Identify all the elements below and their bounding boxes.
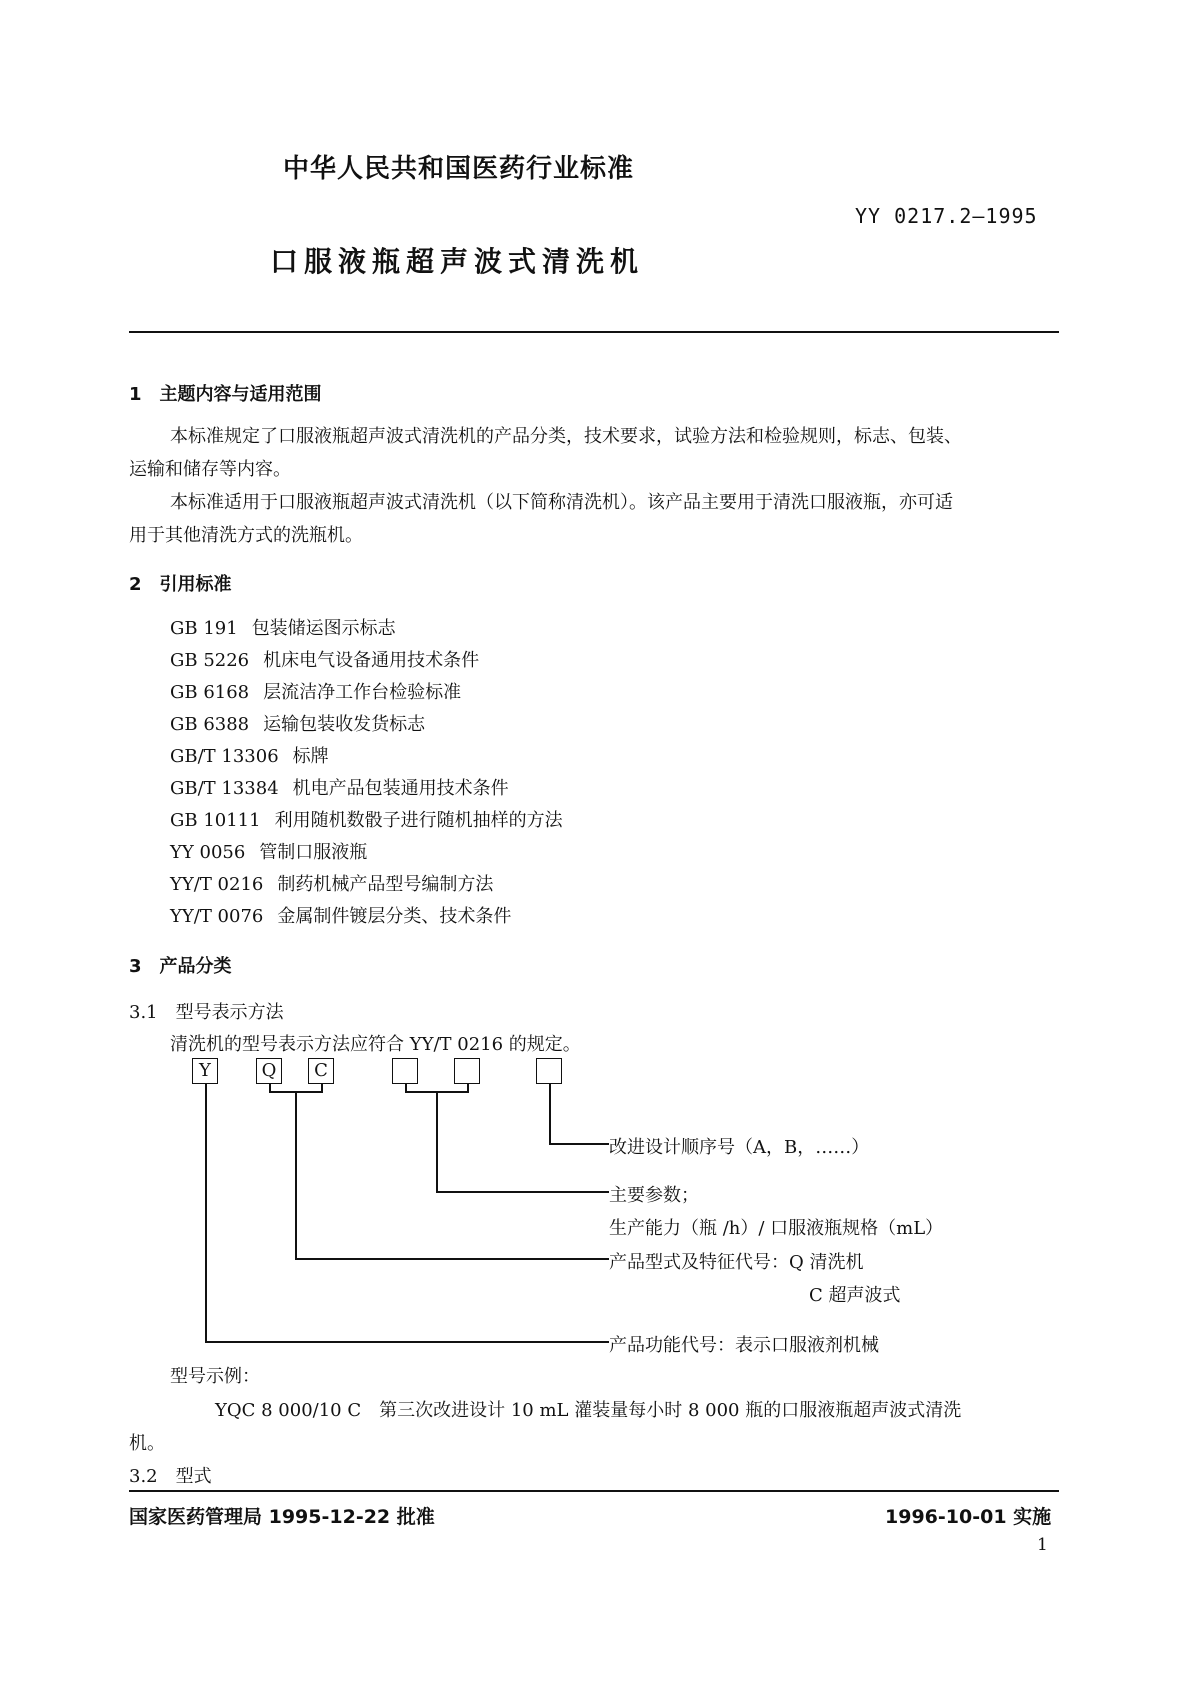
reference-title: 层流洁净工作台检验标准: [263, 682, 462, 703]
reference-item: [170, 742, 329, 768]
reference-title: 金属制件镀层分类、技术条件: [277, 906, 512, 927]
code-box-y: Y: [192, 1058, 218, 1084]
reference-code: GB 10111: [170, 810, 261, 831]
connector-line: [295, 1091, 297, 1259]
document-title: 口服液瓶超声波式清洗机: [270, 245, 645, 278]
footer-rule: [129, 1490, 1059, 1492]
reference-item: [170, 774, 509, 800]
reference-code: YY/T 0076: [170, 906, 264, 927]
connector-line: [295, 1258, 609, 1260]
reference-item: [170, 614, 396, 640]
example-line-2: 机。: [129, 1433, 165, 1454]
label-type-code: 产品型式及特征代号：Q 清洗机: [609, 1252, 864, 1273]
code-box-q: Q: [256, 1058, 282, 1084]
approval-line: 国家医药管理局 1995-12-22 批准: [129, 1506, 435, 1528]
reference-title: 包装储运图示标志: [251, 618, 396, 639]
connector-line: [436, 1191, 609, 1193]
section-1-heading: 1 主题内容与适用范围: [129, 384, 322, 405]
reference-title: 运输包装收发货标志: [263, 714, 426, 735]
subsection-3-1-heading: 3.1 型号表示方法: [129, 1002, 284, 1023]
reference-title: 管制口服液瓶: [259, 842, 368, 863]
reference-item: [170, 806, 563, 832]
reference-code: YY/T 0216: [170, 874, 264, 895]
reference-item: [170, 870, 493, 896]
code-box-c: C: [308, 1058, 334, 1084]
connector-line: [549, 1084, 551, 1144]
connector-line: [436, 1091, 438, 1192]
reference-code: GB/T 13306: [170, 746, 279, 767]
reference-code: GB 6388: [170, 714, 250, 735]
page-number: 1: [1037, 1535, 1048, 1555]
reference-item: [170, 678, 461, 704]
section-2-heading: 2 引用标准: [129, 574, 232, 595]
connector-line: [205, 1341, 609, 1343]
reference-title: 机电产品包装通用技术条件: [292, 778, 509, 799]
connector-line: [205, 1084, 207, 1342]
code-box-param-2: [454, 1058, 480, 1084]
section-1-paragraph-1-line-1: 本标准规定了口服液瓶超声波式清洗机的产品分类，技术要求，试验方法和检验规则，标志、包装、: [170, 426, 962, 447]
example-line-1: YQC 8 000/10 C 第三次改进设计 10 mL 灌装量每小时 8 000 瓶的口服液瓶超声波式清洗: [215, 1400, 962, 1421]
reference-title: 制药机械产品型号编制方法: [277, 874, 494, 895]
reference-item: [170, 646, 479, 672]
label-capacity-spec: 生产能力（瓶 /h）/ 口服液瓶规格（mL）: [609, 1218, 944, 1239]
reference-item: [170, 710, 425, 736]
section-3-heading: 3 产品分类: [129, 956, 232, 977]
standard-code: YY 0217.2—1995: [855, 204, 1038, 228]
issuer-title: 中华人民共和国医药行业标准: [283, 154, 635, 184]
reference-title: 机床电气设备通用技术条件: [263, 650, 480, 671]
section-1-paragraph-1-line-2: 运输和储存等内容。: [129, 459, 291, 480]
section-1-paragraph-2-line-2: 用于其他清洗方式的洗瓶机。: [129, 525, 363, 546]
label-main-parameter: 主要参数；: [609, 1185, 699, 1206]
subsection-3-2-heading: 3.2 型式: [129, 1466, 212, 1487]
label-type-code-ultrasonic: C 超声波式: [809, 1285, 901, 1306]
reference-code: GB 6168: [170, 682, 250, 703]
connector-line: [549, 1143, 609, 1145]
effective-date: 1996-10-01 实施: [885, 1506, 1052, 1528]
label-function-code: 产品功能代号：表示口服液剂机械: [609, 1335, 879, 1356]
reference-item: [170, 902, 511, 928]
code-box-param-1: [392, 1058, 418, 1084]
reference-code: GB/T 13384: [170, 778, 279, 799]
subsection-3-1-text: 清洗机的型号表示方法应符合 YY/T 0216 的规定。: [170, 1034, 581, 1055]
reference-code: GB 5226: [170, 650, 250, 671]
reference-title: 标牌: [292, 746, 329, 767]
code-box-revision: [536, 1058, 562, 1084]
reference-title: 利用随机数骰子进行随机抽样的方法: [274, 810, 563, 831]
section-1-paragraph-2-line-1: 本标准适用于口服液瓶超声波式清洗机（以下简称清洗机）。该产品主要用于清洗口服液瓶，亦可适: [170, 492, 953, 513]
header-rule: [129, 331, 1059, 333]
reference-code: GB 191: [170, 618, 238, 639]
label-revision-sequence: 改进设计顺序号（A，B，……）: [609, 1137, 870, 1158]
reference-item: [170, 838, 367, 864]
reference-code: YY 0056: [170, 842, 246, 863]
example-label: 型号示例：: [170, 1366, 260, 1387]
